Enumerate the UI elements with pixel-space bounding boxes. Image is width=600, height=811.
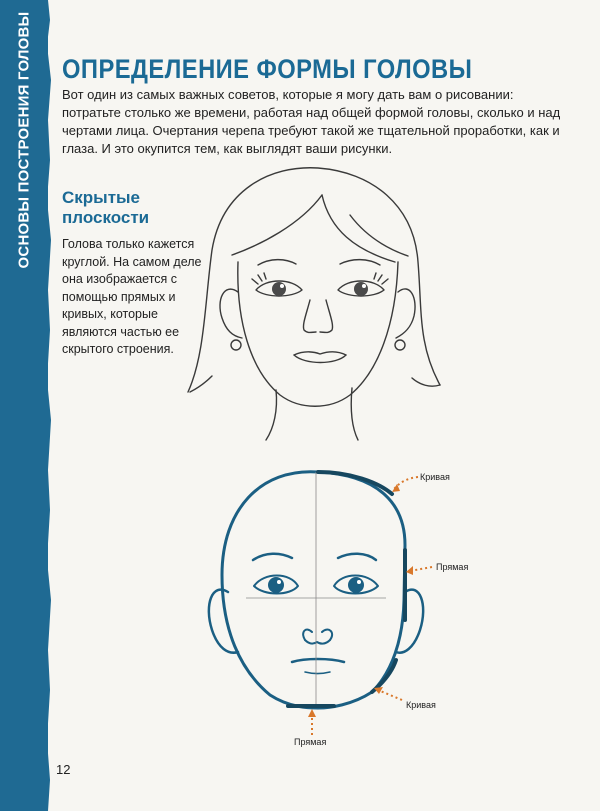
section-text: Голова только кажется круглой. На самом деле она изображается с помощью прямых и кривых, которые являются частью ее скрытого строения. (62, 237, 202, 356)
callout-curve-top: Кривая (420, 472, 450, 482)
section-heading: Скрытые плоскости (62, 188, 150, 227)
callout-curve-bottom: Кривая (406, 700, 436, 710)
intro-paragraph: Вот один из самых важных советов, которые я могу дать вам о рисовании: потратьте столько же времени, работая над общей формой головы, сколько и над чертами лица. Очертания черепа требуют такой же тщательной проработки, как и глаза. И это окупится тем, как выглядят ваши рисунки. (62, 87, 561, 156)
chapter-title: ОСНОВЫ ПОСТРОЕНИЯ ГОЛОВЫ (15, 11, 33, 269)
callout-straight-side: Прямая (436, 562, 469, 572)
page-title: ОПРЕДЕЛЕНИЕ ФОРМЫ ГОЛОВЫ (62, 54, 473, 84)
page-number: 12 (56, 762, 71, 777)
callout-straight-bottom: Прямая (294, 737, 327, 747)
